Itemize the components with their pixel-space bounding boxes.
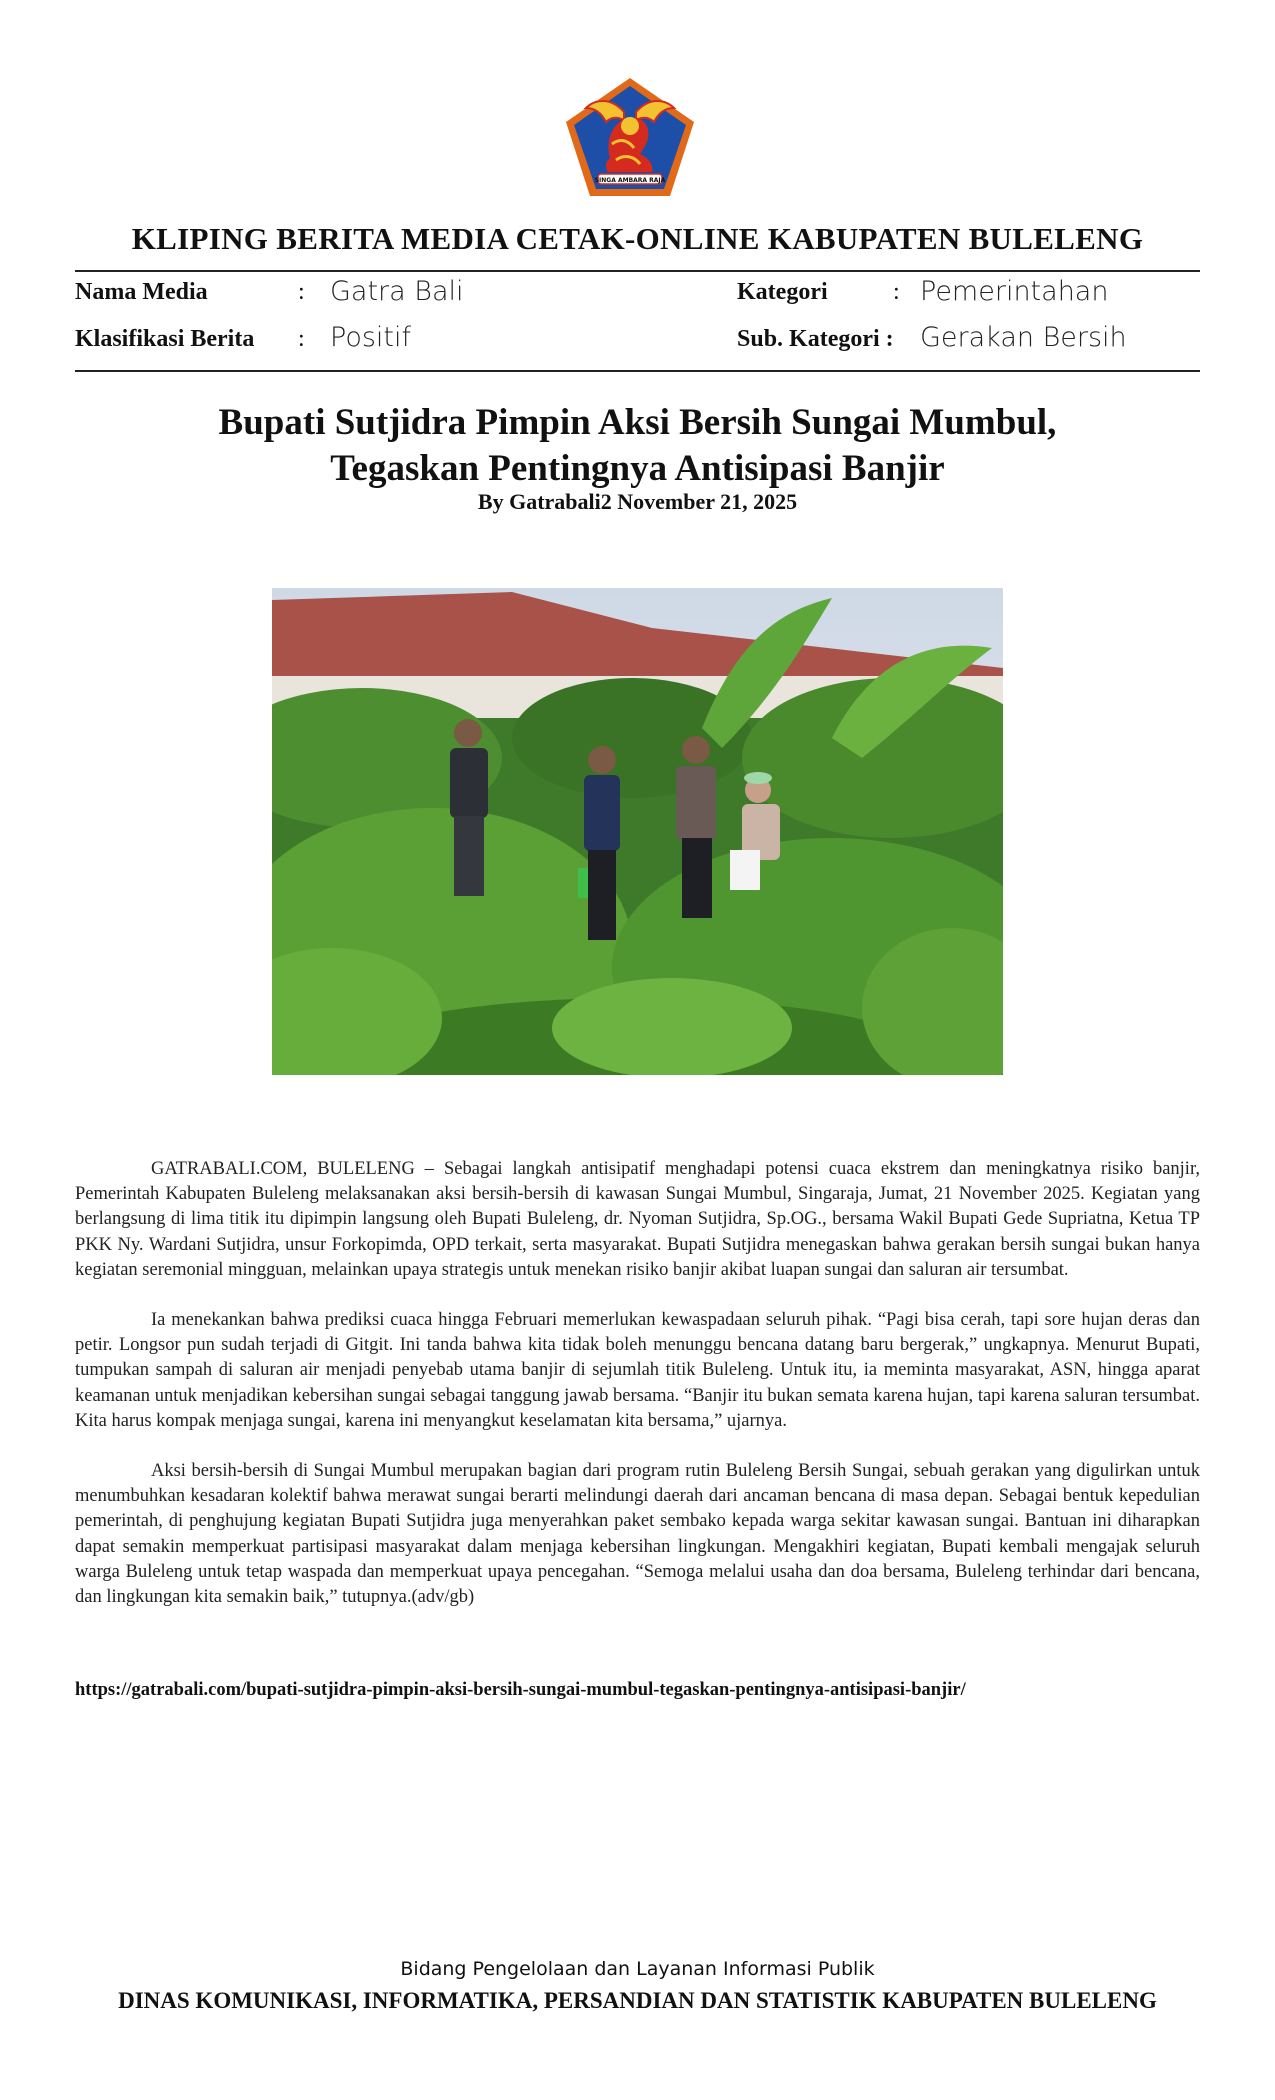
kategori-colon: :: [893, 279, 900, 305]
kategori-label: Kategori: [737, 279, 828, 305]
article-paragraph-2: Ia menekankan bahwa prediksi cuaca hingga Februari memerlukan kewaspadaan seluruh pihak. “Pagi bisa cerah, tapi sore hujan deras dan petir. Longsor pun sudah terjadi di Gitgit. Ini tanda bahwa kita tidak boleh menunggu bencana datang baru bergerak,” ungkapnya. Menurut Bupati, tumpukan sampah di saluran air menjadi penyebab utama banjir di sejumlah titik Buleleng. Untuk itu, ia meminta masyarakat, ASN, hingga aparat keamanan untuk menjadikan kebersihan sungai sebagai tanggung jawab bersama. “Banjir itu bukan semata karena hujan, tapi karena saluran tersumbat. Kita harus kompak menjaga sungai, karena ini menyangkut keselamatan kita bersama,” ujarnya.: [75, 1310, 1200, 1431]
kategori-value: Pemerintahan: [920, 276, 1109, 307]
article-photo: [272, 588, 1003, 1075]
source-link[interactable]: https://gatrabali.com/bupati-sutjidra-pimpin-aksi-bersih-sungai-mumbul-tegaskan-pentingnya-antisipasi-banjir/: [75, 1680, 966, 1700]
article-headline: [0, 400, 1275, 492]
sub-kategori-label: Sub. Kategori :: [737, 326, 894, 352]
header-rule-bottom: [75, 370, 1200, 372]
footer-agency: DINAS KOMUNIKASI, INFORMATIKA, PERSANDIAN DAN STATISTIK KABUPATEN BULELENG: [118, 1988, 1157, 2013]
klasifikasi-colon: :: [298, 326, 305, 352]
headline-line-1: Bupati Sutjidra Pimpin Aksi Bersih Sungai Mumbul,: [218, 402, 1057, 443]
sub-kategori-value: Gerakan Bersih: [920, 322, 1127, 353]
logo-motto: SINGA AMBARA RAJA: [594, 177, 666, 184]
page-title: KLIPING BERITA MEDIA CETAK-ONLINE KABUPATEN BULELENG: [131, 221, 1144, 256]
buleleng-logo: [562, 74, 698, 200]
headline-line-2: Tegaskan Pentingnya Antisipasi Banjir: [330, 448, 945, 489]
media-value: Gatra Bali: [330, 276, 464, 307]
article-byline: By Gatrabali2 November 21, 2025: [477, 489, 798, 514]
klasifikasi-value: Positif: [330, 322, 411, 353]
footer-subtitle: Bidang Pengelolaan dan Layanan Informasi Publik: [400, 1958, 875, 1980]
article-body: [75, 1157, 1200, 1635]
header-rule-top: [75, 270, 1200, 272]
klasifikasi-label: Klasifikasi Berita: [75, 326, 255, 352]
article-paragraph-3: Aksi bersih-bersih di Sungai Mumbul merupakan bagian dari program rutin Buleleng Bersih Sungai, sebuah gerakan yang digulirkan untuk menumbuhkan kesadaran kolektif bahwa merawat sungai berarti melindungi daerah dari ancaman bencana di masa depan. Sebagai bentuk kepedulian pemerintah, di penghujung kegiatan Bupati Sutjidra juga menyerahkan paket sembako kepada warga sekitar kawasan sungai. Bantuan ini diharapkan dapat semakin memperkuat partisipasi masyarakat dalam menjaga kebersihan lingkungan. Mengakhiri kegiatan, Bupati kembali mengajak seluruh warga Buleleng untuk tetap waspada dan memperkuat upaya pencegahan. “Semoga melalui usaha dan doa bersama, Buleleng terhindar dari bencana, dan lingkungan kita semakin baik,” tutupnya.(adv/gb): [75, 1461, 1200, 1608]
media-colon: :: [298, 279, 305, 305]
article-paragraph-1: GATRABALI.COM, BULELENG – Sebagai langkah antisipatif menghadapi potensi cuaca ekstrem dan meningkatnya risiko banjir, Pemerintah Kabupaten Buleleng melaksanakan aksi bersih-bersih di kawasan Sungai Mumbul, Singaraja, Jumat, 21 November 2025. Kegiatan yang berlangsung di lima titik itu dipimpin langsung oleh Bupati Buleleng, dr. Nyoman Sutjidra, Sp.OG., bersama Wakil Bupati Gede Supriatna, Ketua TP PKK Ny. Wardani Sutjidra, unsur Forkopimda, OPD terkait, serta masyarakat. Bupati Sutjidra menegaskan bahwa gerakan bersih sungai bukan hanya kegiatan seremonial mingguan, melainkan upaya strategis untuk menekan risiko banjir akibat luapan sungai dan saluran air tersumbat.: [75, 1159, 1200, 1280]
media-label: Nama Media: [75, 279, 208, 305]
